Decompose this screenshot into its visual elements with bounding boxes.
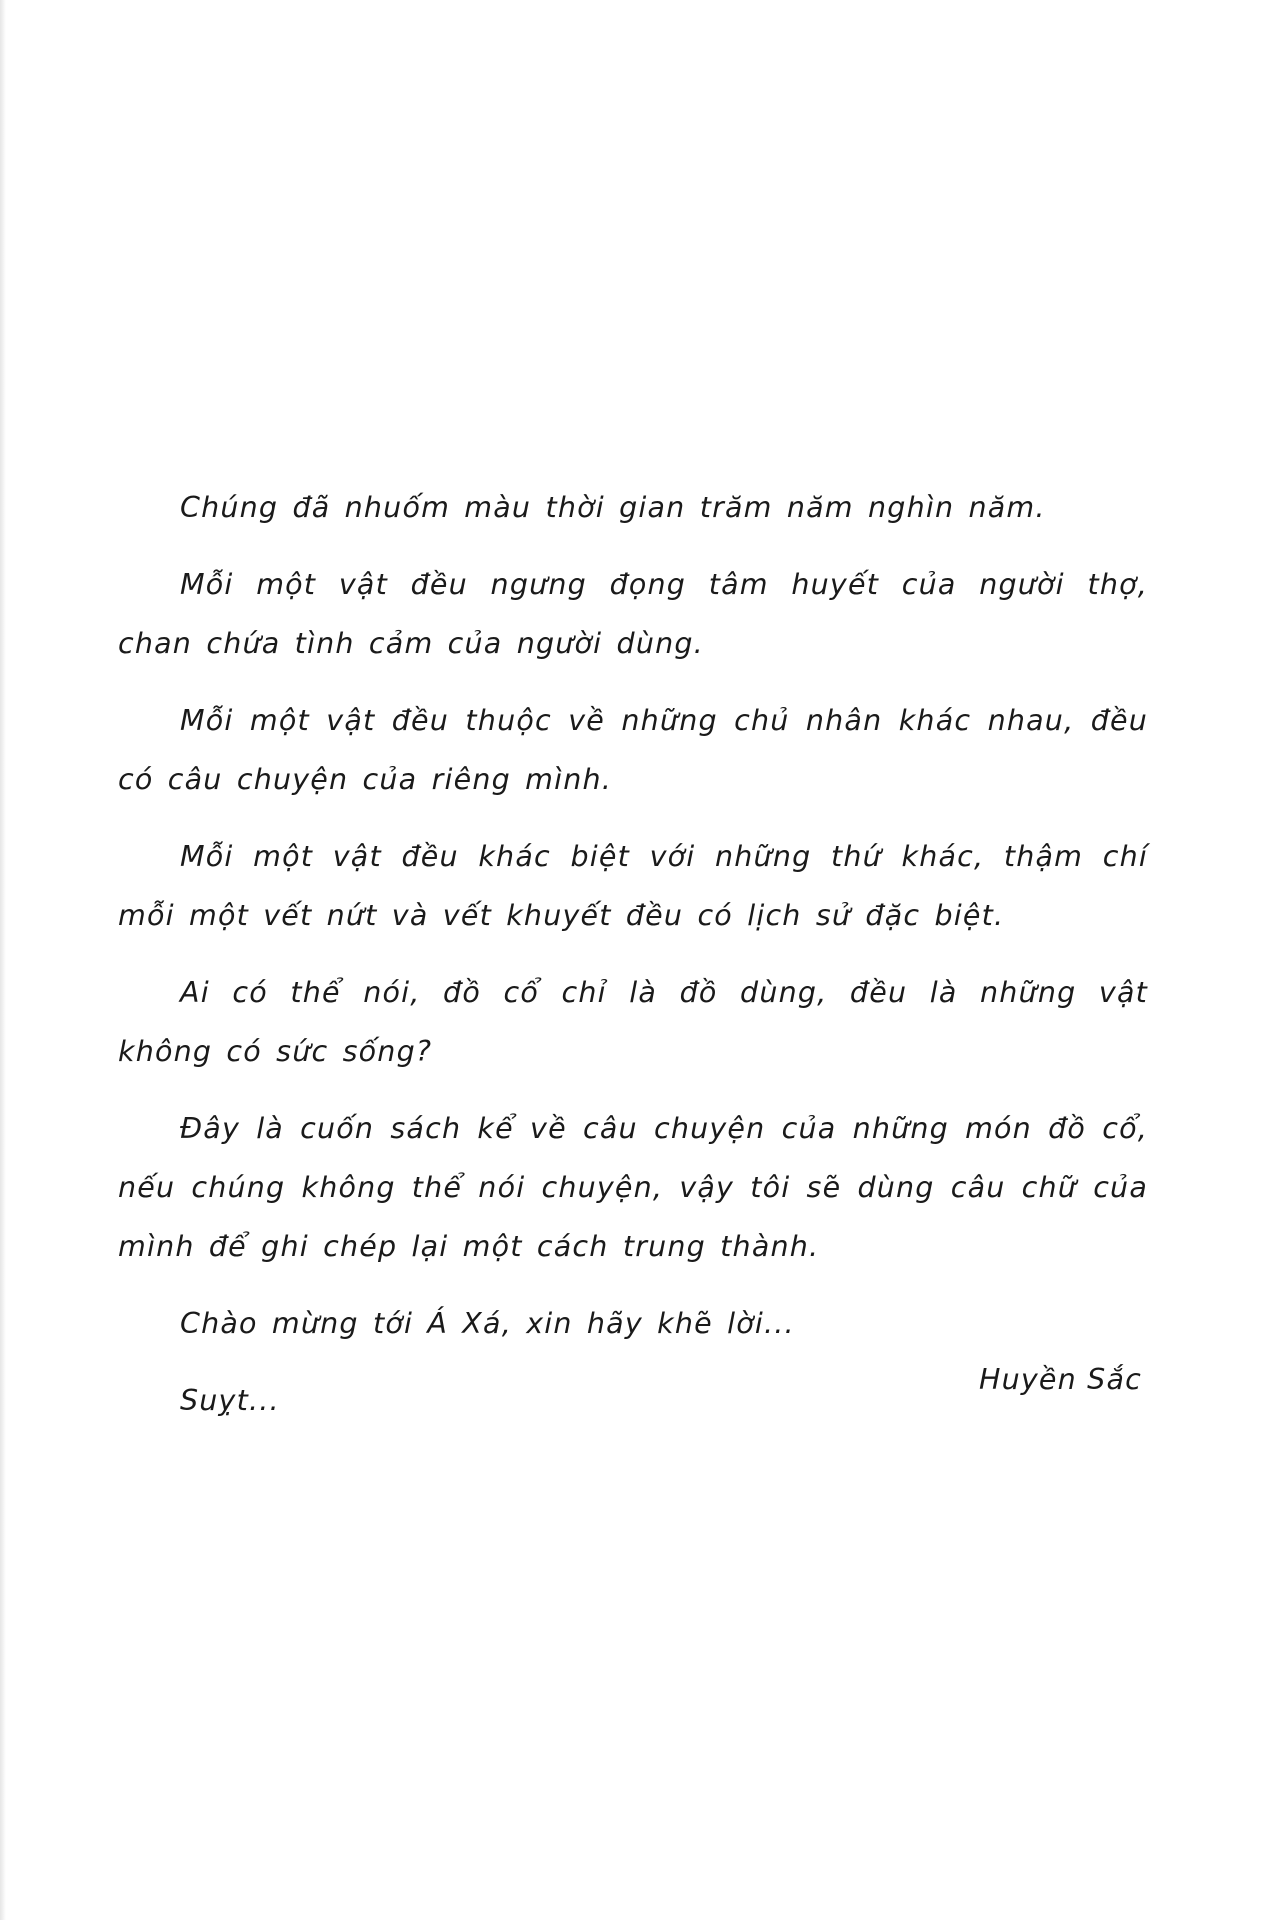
paragraph-2: Mỗi một vật đều ngưng đọng tâm huyết của người thợ, chan chứa tình cảm của người dùng. bbox=[118, 568, 1148, 660]
paragraph-5: Ai có thể nói, đồ cổ chỉ là đồ dùng, đều là những vật không có sức sống? bbox=[118, 976, 1148, 1068]
page-edge-shadow bbox=[0, 0, 6, 1920]
paragraph-7: Chào mừng tới Á Xá, xin hãy khẽ lời... bbox=[180, 1307, 795, 1340]
paragraph-3: Mỗi một vật đều thuộc về những chủ nhân khác nhau, đều có câu chuyện của riêng mình. bbox=[118, 704, 1148, 796]
preface-text bbox=[118, 478, 1148, 1448]
author-signature: Huyền Sắc bbox=[978, 1363, 1142, 1396]
paragraph-1: Chúng đã nhuốm màu thời gian trăm năm nghìn năm. bbox=[180, 491, 1046, 524]
paragraph-6: Đây là cuốn sách kể về câu chuyện của những món đồ cổ, nếu chúng không thể nói chuyện, vậy tôi sẽ dùng câu chữ của mình để ghi chép lại một cách trung thành. bbox=[118, 1112, 1148, 1263]
paragraph-4: Mỗi một vật đều khác biệt với những thứ khác, thậm chí mỗi một vết nứt và vết khuyết đều có lịch sử đặc biệt. bbox=[118, 840, 1148, 932]
paragraph-8: Suỵt... bbox=[180, 1384, 280, 1417]
